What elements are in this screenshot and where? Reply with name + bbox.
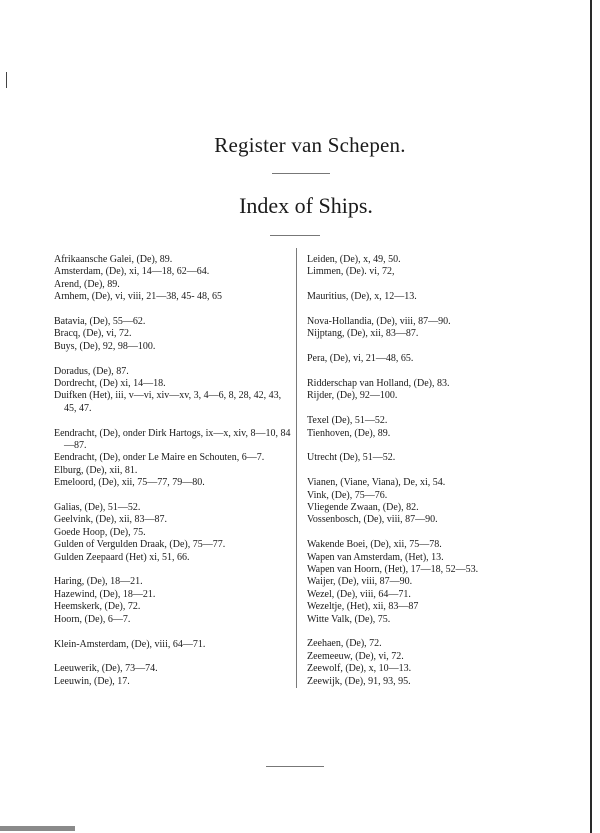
index-entry: Eendracht, (De), onder Dirk Hartogs, ix—x, xiv, 8—10, 84—87. [54, 427, 291, 452]
index-entry: Geelvink, (De), xii, 83—87. [54, 514, 168, 526]
index-column-right [307, 254, 527, 700]
index-entry: Vliegende Zwaan, (De), 82. [307, 502, 419, 514]
index-entry: Batavia, (De), 55—62. [54, 316, 146, 328]
index-entry: Leeuwin, (De), 17. [54, 675, 130, 687]
index-entry: Arnhem, (De), vi, viii, 21—38, 45- 48, 65 [54, 291, 223, 303]
index-entry: Gulden of Vergulden Draak, (De), 75—77. [54, 539, 226, 551]
index-group [307, 291, 527, 303]
index-entry: Amsterdam, (De), xi, 14—18, 62—64. [54, 266, 210, 278]
index-group [307, 539, 527, 626]
index-entry: Texel (De), 51—52. [307, 415, 388, 427]
index-group [54, 428, 292, 490]
index-entry: Goede Hoop, (De), 75. [54, 526, 146, 538]
index-entry: Klein-Amsterdam, (De), viii, 64—71. [54, 638, 206, 650]
page-title-dutch: Register van Schepen. [214, 133, 406, 157]
index-column-left [54, 254, 292, 701]
title-rule [270, 235, 320, 236]
index-group [307, 316, 527, 341]
index-entry: Wezeltje, (Het), xii, 83—87 [307, 601, 419, 613]
index-group [54, 254, 292, 304]
index-entry: Zeewijk, (De), 91, 93, 95. [307, 675, 411, 687]
index-group [307, 254, 527, 279]
index-entry: Duifken (Het), iii, v—vi, xiv—xv, 3, 4—6, 8, 28, 42, 43, 45, 47. [54, 390, 282, 414]
index-entry: Emeloord, (De), xii, 75—77, 79—80. [54, 477, 205, 489]
index-entry: Haring, (De), 18—21. [54, 576, 143, 588]
index-entry: Bracq, (De), vi, 72. [54, 328, 132, 340]
index-entry: Nova-Hollandia, (De), viii, 87—90. [307, 316, 451, 327]
index-entry: Zeewolf, (De), x, 10—13. [307, 663, 412, 675]
index-entry: Hazewind, (De), 18—21. [54, 588, 156, 600]
index-group [307, 353, 527, 365]
footer-rule [266, 766, 324, 767]
index-entry: Galias, (De), 51—52. [54, 502, 141, 514]
index-entry: Dordrecht, (De) xi, 14—18. [54, 378, 166, 390]
column-divider [296, 248, 297, 688]
index-entry: Waijer, (De), viii, 87—90. [307, 576, 413, 588]
index-entry: Utrecht (De), 51—52. [307, 452, 396, 464]
index-entry: Buys, (De), 92, 98—100. [54, 340, 156, 352]
index-entry: Afrikaansche Galei, (De), 89. [54, 254, 173, 265]
index-group [307, 452, 527, 464]
index-entry: Elburg, (De), xii, 81. [54, 464, 138, 476]
scan-bottom-edge [0, 826, 75, 831]
index-group [54, 639, 292, 651]
index-entry: Rijder, (De), 92—100. [307, 390, 398, 402]
index-entry: Doradus, (De), 87. [54, 365, 129, 377]
index-entry: Vink, (De), 75—76. [307, 489, 388, 501]
index-group [307, 378, 527, 403]
index-entry: Leiden, (De), x, 49, 50. [307, 254, 401, 265]
index-entry: Arend, (De), 89. [54, 278, 120, 290]
index-entry: Wakende Boei, (De), xii, 75—78. [307, 539, 442, 551]
index-entry: Eendracht, (De), onder Le Maire en Schouten, 6—7. [54, 452, 265, 464]
index-group [307, 415, 527, 440]
index-entry: Zeemeeuw, (De), vi, 72. [307, 650, 404, 662]
index-entry: Gulden Zeepaard (Het) xi, 51, 66. [54, 551, 190, 563]
index-entry: Witte Valk, (De), 75. [307, 613, 391, 625]
index-entry: Mauritius, (De), x, 12—13. [307, 291, 417, 303]
index-entry: Tienhoven, (De), 89. [307, 427, 391, 439]
index-group [54, 316, 292, 353]
index-group [54, 576, 292, 626]
scan-right-edge [590, 0, 592, 833]
scan-mark [6, 72, 7, 88]
index-entry: Nijptang, (De), xii, 83—87. [307, 328, 419, 340]
title-rule [272, 173, 330, 174]
index-entry: Limmen, (De). vi, 72, [307, 266, 395, 278]
index-entry: Vossenbosch, (De), viii, 87—90. [307, 514, 438, 526]
index-entry: Wapen van Hoorn, (Het), 17—18, 52—53. [307, 564, 479, 576]
index-group [307, 638, 527, 688]
index-group [307, 477, 527, 527]
index-entry: Vianen, (Viane, Viana), De, xi, 54. [307, 477, 446, 489]
index-entry: Hoorn, (De), 6—7. [54, 613, 131, 625]
index-entry: Zeehaen, (De), 72. [307, 638, 382, 650]
index-entry: Leeuwerik, (De), 73—74. [54, 663, 158, 675]
index-entry: Wezel, (De), viii, 64—71. [307, 588, 411, 600]
index-group [54, 502, 292, 564]
index-entry: Heemskerk, (De), 72. [54, 601, 141, 613]
index-group [54, 663, 292, 688]
index-entry: Wapen van Amsterdam, (Het), 13. [307, 551, 444, 563]
index-group [54, 366, 292, 416]
index-entry: Ridderschap van Holland, (De), 83. [307, 378, 450, 389]
page-title-english: Index of Ships. [239, 193, 373, 218]
index-entry: Pera, (De), vi, 21—48, 65. [307, 353, 414, 365]
